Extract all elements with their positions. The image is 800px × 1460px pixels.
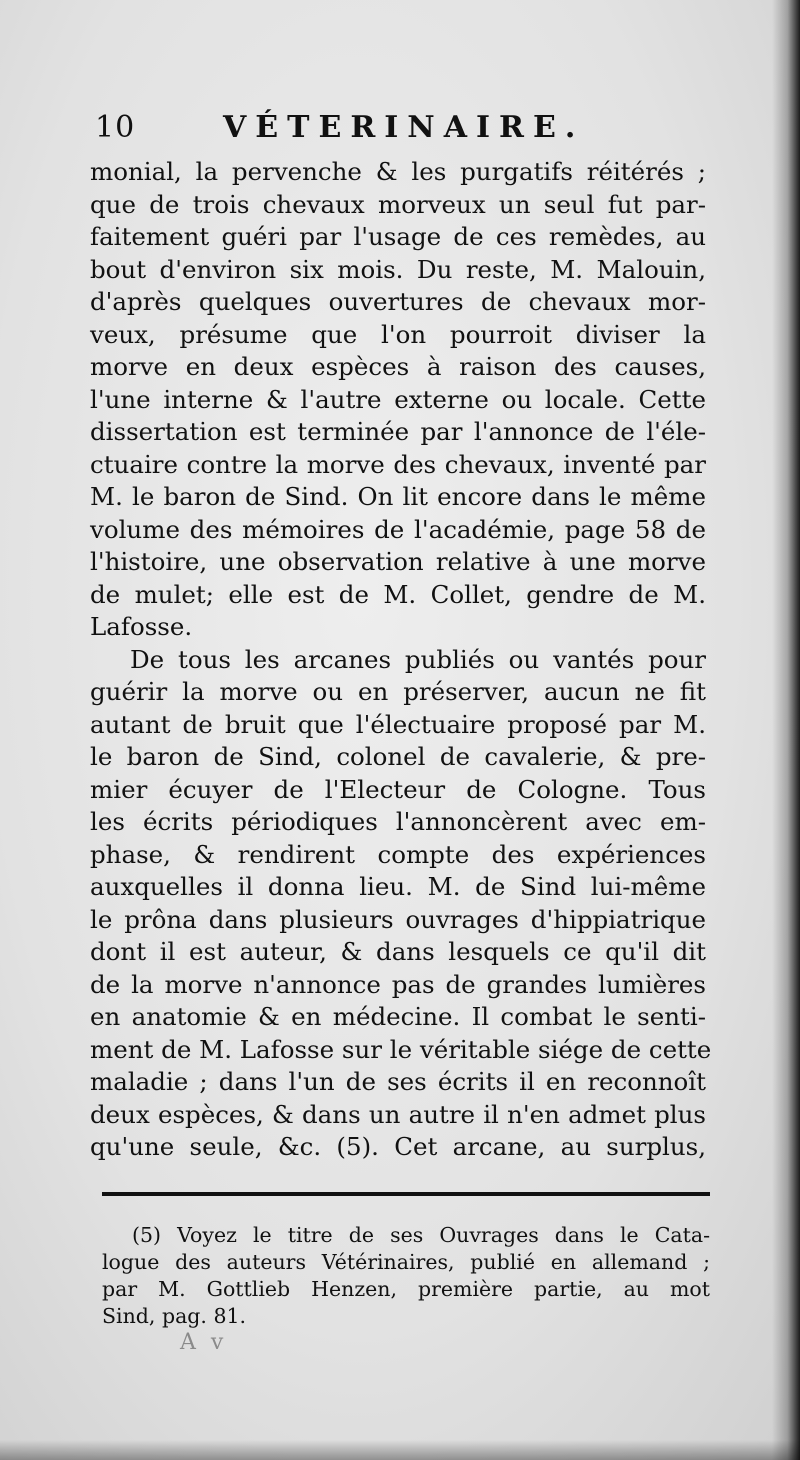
page-bottom-shadow bbox=[0, 1440, 800, 1460]
text-line: le prôna dans plusieurs ouvrages d'hippiatrique bbox=[90, 904, 706, 934]
text-line: Lafosse. bbox=[90, 612, 193, 641]
footnote bbox=[102, 1222, 710, 1330]
page-number: 10 bbox=[95, 110, 136, 145]
footnote-line: logue des auteurs Vétérinaires, publié en allemand ; bbox=[102, 1250, 710, 1274]
footnote-line: Sind, pag. 81. bbox=[102, 1304, 247, 1328]
text-line: De tous les arcanes publiés ou vantés pour bbox=[130, 644, 706, 674]
main-text bbox=[90, 156, 712, 1164]
text-line: deux espèces, & dans un autre il n'en admet plus bbox=[90, 1099, 706, 1129]
text-line: l'histoire, une observation relative à une morve bbox=[90, 547, 706, 576]
text-line: de mulet; elle est de M. Collet, gendre de M. bbox=[90, 579, 706, 609]
text-line: que de trois chevaux morveux un seul fut par- bbox=[90, 189, 706, 219]
footnote-line: (5) Voyez le titre de ses Ouvrages dans le Cata- bbox=[132, 1223, 710, 1247]
text-line: dissertation est terminée par l'annonce de l'éle- bbox=[90, 417, 706, 446]
running-head: VÉTERINAIRE. bbox=[223, 110, 585, 145]
text-line: faitement guéri par l'usage de ces remèdes, au bbox=[90, 222, 706, 251]
text-line: maladie ; dans l'un de ses écrits il en reconnoît bbox=[90, 1067, 706, 1096]
footnote-rule bbox=[102, 1192, 710, 1196]
text-line: mier écuyer de l'Electeur de Cologne. Tous bbox=[90, 774, 706, 804]
text-line: d'après quelques ouvertures de chevaux mor- bbox=[90, 287, 706, 316]
text-line: ment de M. Lafosse sur le véritable siége de cette bbox=[90, 1034, 712, 1064]
text-line: autant de bruit que l'électuaire proposé par M. bbox=[90, 709, 706, 739]
text-line: monial, la pervenche & les purgatifs réitérés ; bbox=[90, 157, 706, 186]
text-line: l'une interne & l'autre externe ou locale. Cette bbox=[90, 384, 706, 414]
text-line: veux, présume que l'on pourroit diviser la bbox=[90, 319, 706, 349]
text-line: guérir la morve ou en préserver, aucun ne fit bbox=[90, 677, 706, 706]
text-line: phase, & rendirent compte des expériences bbox=[90, 839, 706, 869]
signature-mark: A v bbox=[180, 1330, 228, 1355]
text-line: qu'une seule, &c. (5). Cet arcane, au surplus, bbox=[90, 1132, 706, 1161]
text-line: auxquelles il donna lieu. M. de Sind lui-même bbox=[90, 872, 706, 901]
text-line: dont il est auteur, & dans lesquels ce qu'il dit bbox=[90, 937, 706, 966]
text-line: volume des mémoires de l'académie, page 58 de bbox=[90, 514, 706, 544]
text-line: bout d'environ six mois. Du reste, M. Malouin, bbox=[90, 254, 706, 284]
footnote-line: par M. Gottlieb Henzen, première partie, au mot bbox=[102, 1277, 710, 1301]
text-line: les écrits périodiques l'annoncèrent avec em- bbox=[90, 807, 706, 836]
text-line: de la morve n'annonce pas de grandes lumières bbox=[90, 969, 706, 999]
text-line: M. le baron de Sind. On lit encore dans le même bbox=[90, 482, 706, 511]
text-line: ctuaire contre la morve des chevaux, inventé par bbox=[90, 449, 706, 479]
text-line: en anatomie & en médecine. Il combat le senti- bbox=[90, 1002, 706, 1031]
text-line: le baron de Sind, colonel de cavalerie, & pre- bbox=[90, 742, 706, 771]
text-line: morve en deux espèces à raison des causes, bbox=[90, 352, 706, 381]
page-header bbox=[95, 106, 705, 154]
page-edge-shadow bbox=[772, 0, 800, 1460]
